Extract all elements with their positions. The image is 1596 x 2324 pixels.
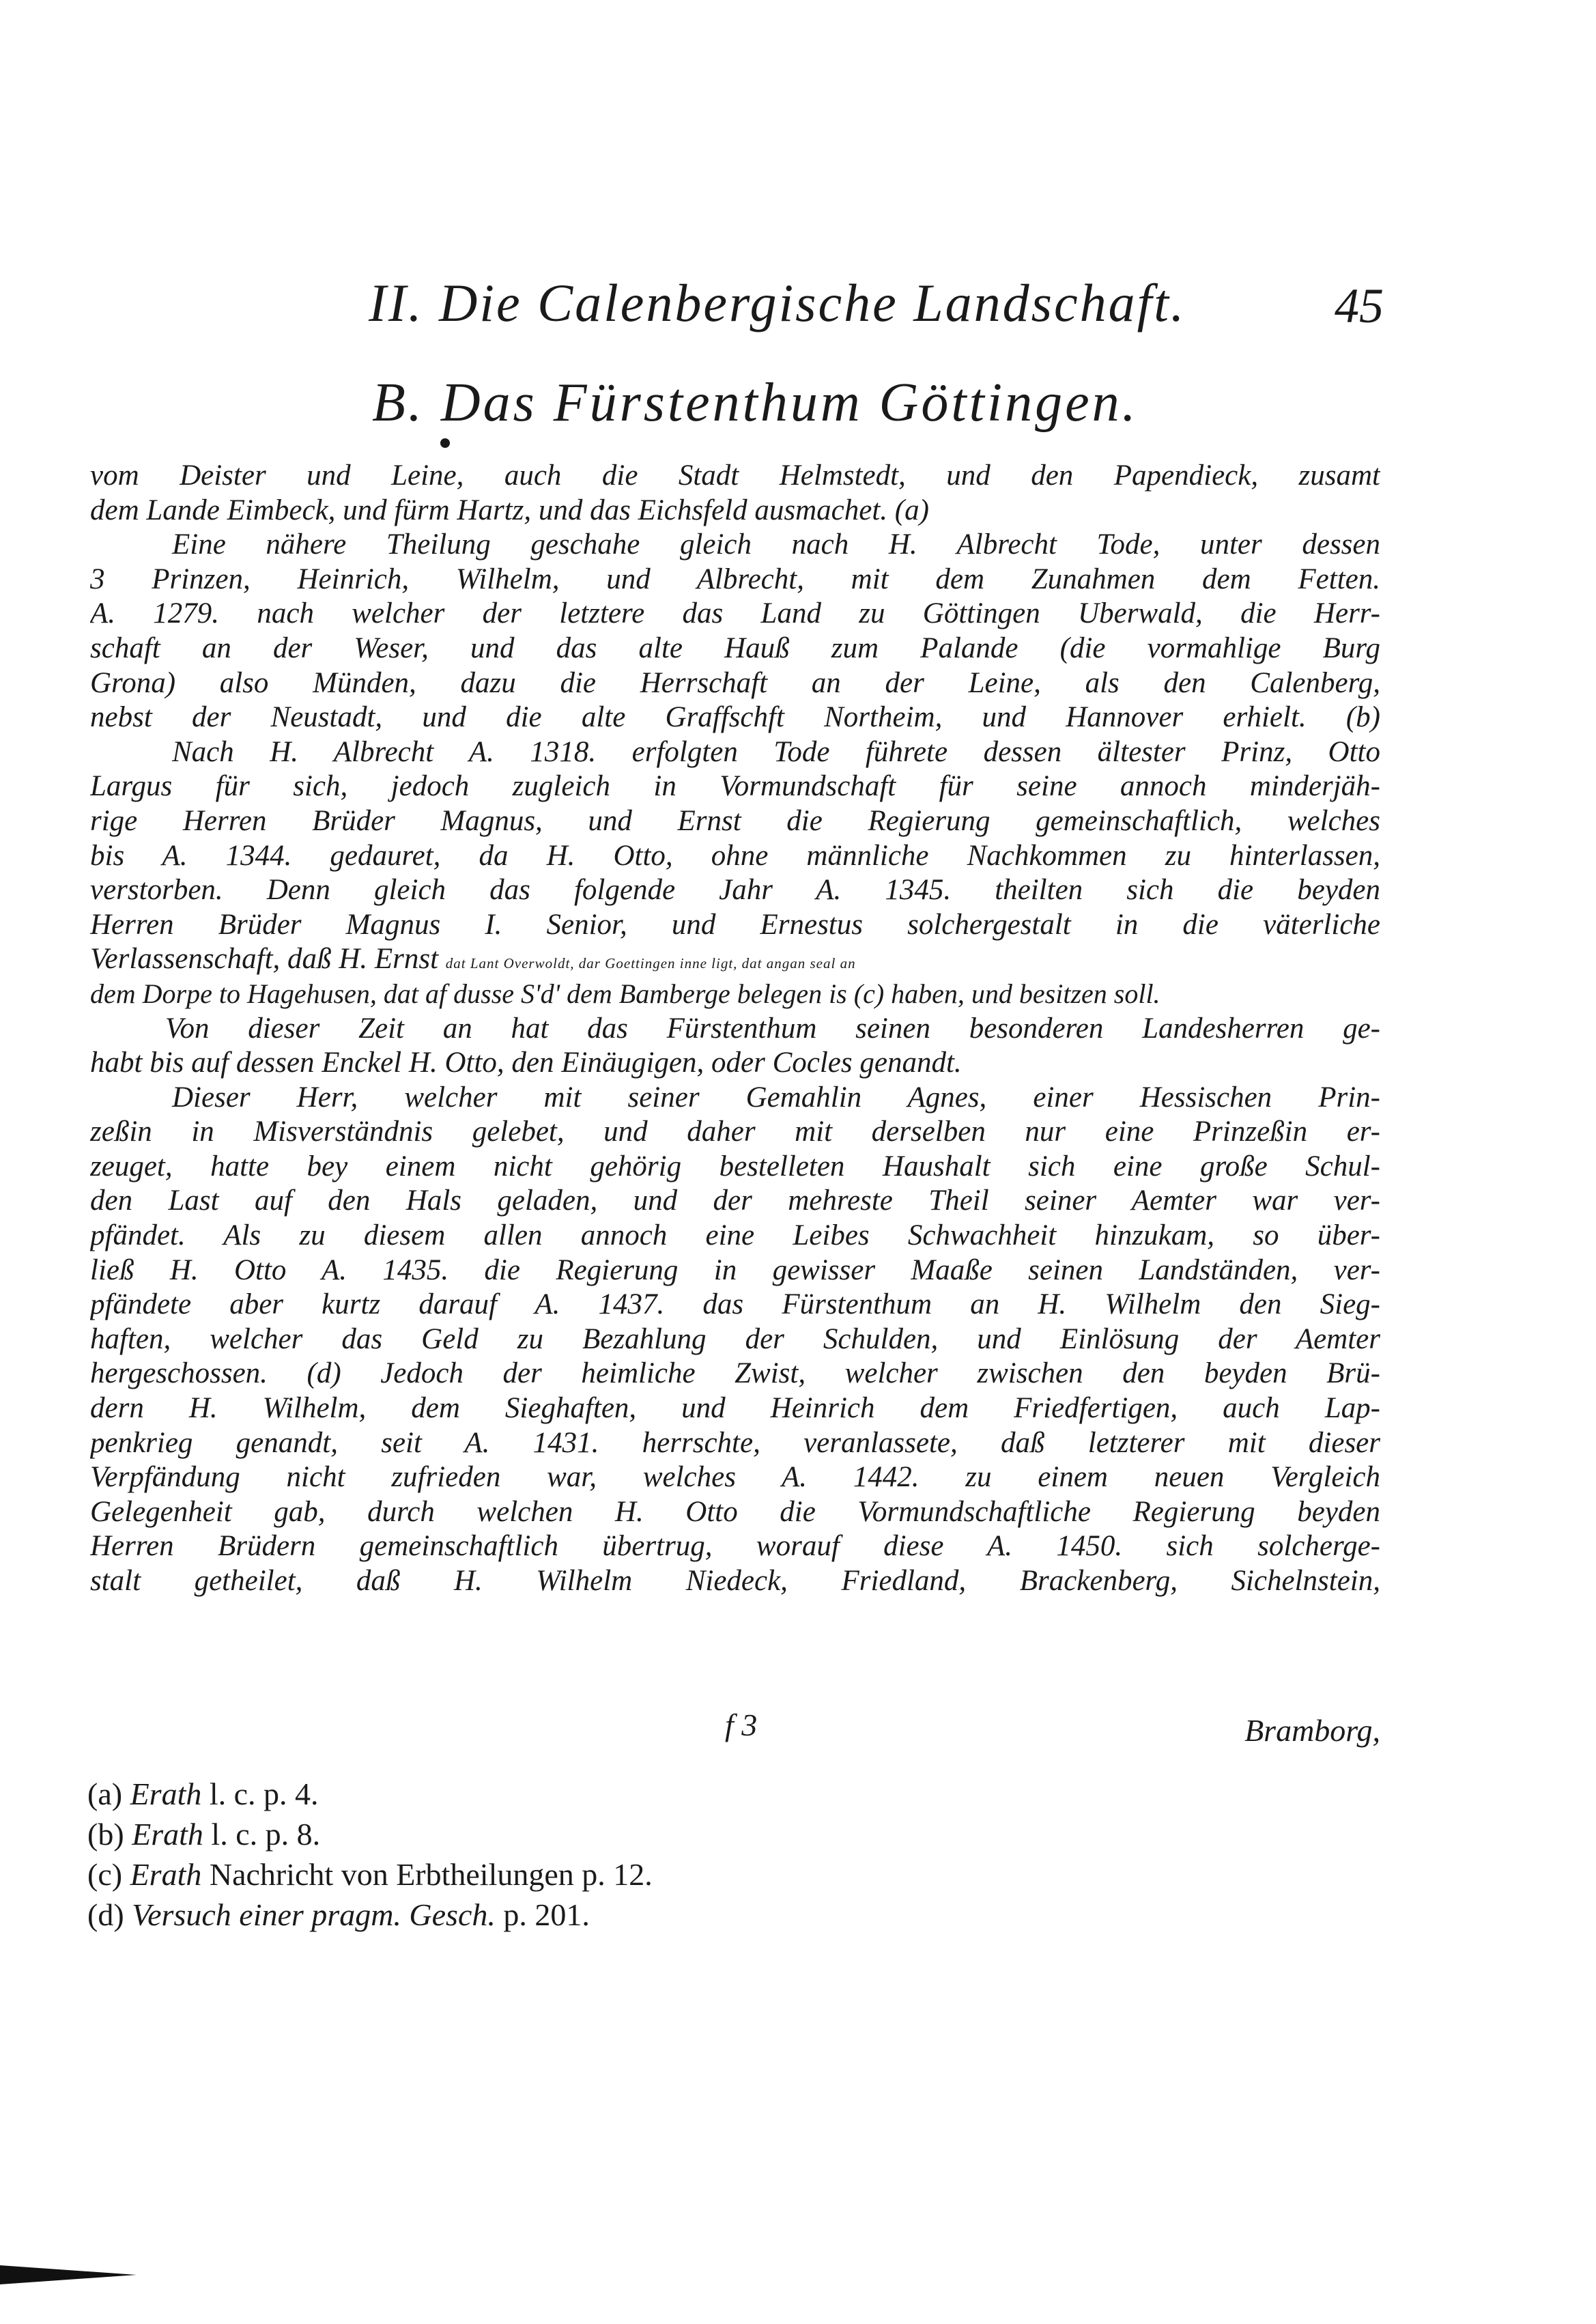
text-line: pfändet. Als zu diesem allen annoch eine Leibes Schwachheit hinzukam, so über-	[90, 1219, 1380, 1252]
text-line: pfändete aber kurtz darauf A. 1437. das Fürstenthum an H. Wilhelm den Sieg-	[90, 1288, 1380, 1321]
low-german-quote: dat Lant Overwoldt, dar Goettingen inne ligt, dat angan seal an	[445, 955, 856, 972]
text-line: hergeschossen. (d) Jedoch der heimliche Zwist, welcher zwischen den beyden Brü-	[90, 1357, 1380, 1390]
text-line: rige Herren Brüder Magnus, und Ernst die Regierung gemeinschaftlich, welches	[90, 804, 1380, 837]
footnote	[87, 1814, 975, 1854]
binding-edge-bar	[0, 2271, 41, 2278]
footnote-label: (d)	[87, 1897, 124, 1932]
text-line: haften, welcher das Geld zu Bezahlung der Schulden, und Einlösung der Aemter	[90, 1322, 1380, 1355]
text-line: verstorben. Denn gleich das folgende Jahr A. 1345. theilten sich die beyden	[90, 874, 1380, 907]
text-line: ließ H. Otto A. 1435. die Regierung in gewisser Maaße seinen Landständen, ver-	[90, 1253, 1380, 1286]
footnote-source: Versuch einer pragm. Gesch.	[132, 1897, 496, 1932]
text-line: Herren Brüder Magnus I. Senior, und Ernestus solchergestalt in die väterliche	[90, 908, 1380, 941]
signature-mark: f 3	[725, 1707, 758, 1742]
signature-row	[90, 1707, 1380, 1748]
text-line: A. 1279. nach welcher der letztere das Land zu Göttingen Uberwald, die Herr-	[90, 597, 1380, 630]
text-line: zeßin in Misverständnis gelebet, und daher mit derselben nur eine Prinzeßin er-	[90, 1116, 1380, 1148]
footnote-label: (c)	[87, 1857, 123, 1892]
footnote	[87, 1854, 975, 1895]
text-line: Dieser Herr, welcher mit seiner Gemahlin Agnes, einer Hessischen Prin-	[172, 1081, 1380, 1114]
text-line: stalt getheilet, daß H. Wilhelm Niedeck, Friedland, Brackenberg, Sichelnstein,	[90, 1565, 1380, 1597]
text-line: Von dieser Zeit an hat das Fürstenthum seinen besonderen Landesherren ge-	[165, 1012, 1380, 1045]
footnote-reference: Nachricht von Erbtheilungen p. 12.	[209, 1857, 653, 1892]
catchword: Bramborg,	[1244, 1713, 1380, 1748]
text-line: den Last auf den Hals geladen, und der mehreste Theil seiner Aemter war ver-	[90, 1185, 1380, 1217]
text-line: schaft an der Weser, und das alte Hauß zum Palande (die vormahlige Burg	[90, 632, 1380, 664]
ornament-dot	[440, 438, 450, 448]
text-line: dem Lande Eimbeck, und fürm Hartz, und das Eichsfeld ausmachet. (a)	[90, 494, 929, 526]
text-line: penkrieg genandt, seit A. 1431. herrschte, veranlassete, daß letzterer mit dieser	[90, 1426, 1380, 1459]
text-line: Nach H. Albrecht A. 1318. erfolgten Tode führete dessen ältester Prinz, Otto	[172, 735, 1380, 768]
footnote-label: (b)	[87, 1817, 124, 1852]
footnote	[87, 1895, 975, 1935]
text-line: Eine nähere Theilung geschahe gleich nach H. Albrecht Tode, unter dessen	[172, 528, 1380, 561]
text-line: 3 Prinzen, Heinrich, Wilhelm, und Albrecht, mit dem Zunahmen dem Fetten.	[90, 563, 1380, 595]
footnote-reference: l. c. p. 4.	[209, 1776, 319, 1811]
text-line: nebst der Neustadt, und die alte Graffschft Northeim, und Hannover erhielt. (b)	[90, 701, 1380, 734]
footnotes	[87, 1774, 975, 1935]
text-line: dem Dorpe to Hagehusen, dat af dusse S'd' dem Bamberge belegen is (c) haben, und besitzen soll.	[90, 978, 1160, 1009]
running-head: II. Die Calenbergische Landschaft.	[369, 273, 1186, 332]
footnote-source: Erath	[132, 1817, 203, 1852]
text-line: dern H. Wilhelm, dem Sieghaften, und Heinrich dem Friedfertigen, auch Lap-	[90, 1392, 1380, 1425]
text-line: Gelegenheit gab, durch welchen H. Otto die Vormundschaftliche Regierung beyden	[90, 1495, 1380, 1528]
text-line: vom Deister und Leine, auch die Stadt Helmstedt, und den Papendieck, zusamt	[90, 459, 1380, 492]
text-line: habt bis auf dessen Enckel H. Otto, den Einäugigen, oder Cocles genandt.	[90, 1047, 962, 1079]
text-line: bis A. 1344. gedauret, da H. Otto, ohne männliche Nachkommen zu hinterlassen,	[90, 839, 1380, 872]
text-line: zeuget, hatte bey einem nicht gehörig bestelleten Haushalt sich eine große Schul-	[90, 1150, 1380, 1182]
footnote	[87, 1774, 975, 1814]
text-fragment: Verlassenschaft, daß H. Ernst	[90, 943, 439, 976]
body-text	[90, 459, 1380, 1599]
footnote-reference: l. c. p. 8.	[211, 1817, 321, 1852]
text-line: Grona) also Münden, dazu die Herrschaft an der Leine, als den Calenberg,	[90, 666, 1380, 699]
footnote-source: Erath	[130, 1857, 202, 1892]
page-number: 45	[1335, 279, 1384, 333]
footnote-source: Erath	[130, 1776, 202, 1811]
section-title: B. Das Fürstenthum Göttingen.	[372, 373, 1139, 433]
footnote-label: (a)	[87, 1776, 123, 1811]
text-line: Verpfändung nicht zufrieden war, welches A. 1442. zu einem neuen Vergleich	[90, 1461, 1380, 1494]
text-line: Herren Brüdern gemeinschaftlich übertrug, worauf diese A. 1450. sich solcherge-	[90, 1530, 1380, 1563]
footnote-reference: p. 201.	[503, 1897, 590, 1932]
text-line	[90, 942, 1380, 977]
text-line: Largus für sich, jedoch zugleich in Vormundschaft für seine annoch minderjäh-	[90, 770, 1380, 803]
